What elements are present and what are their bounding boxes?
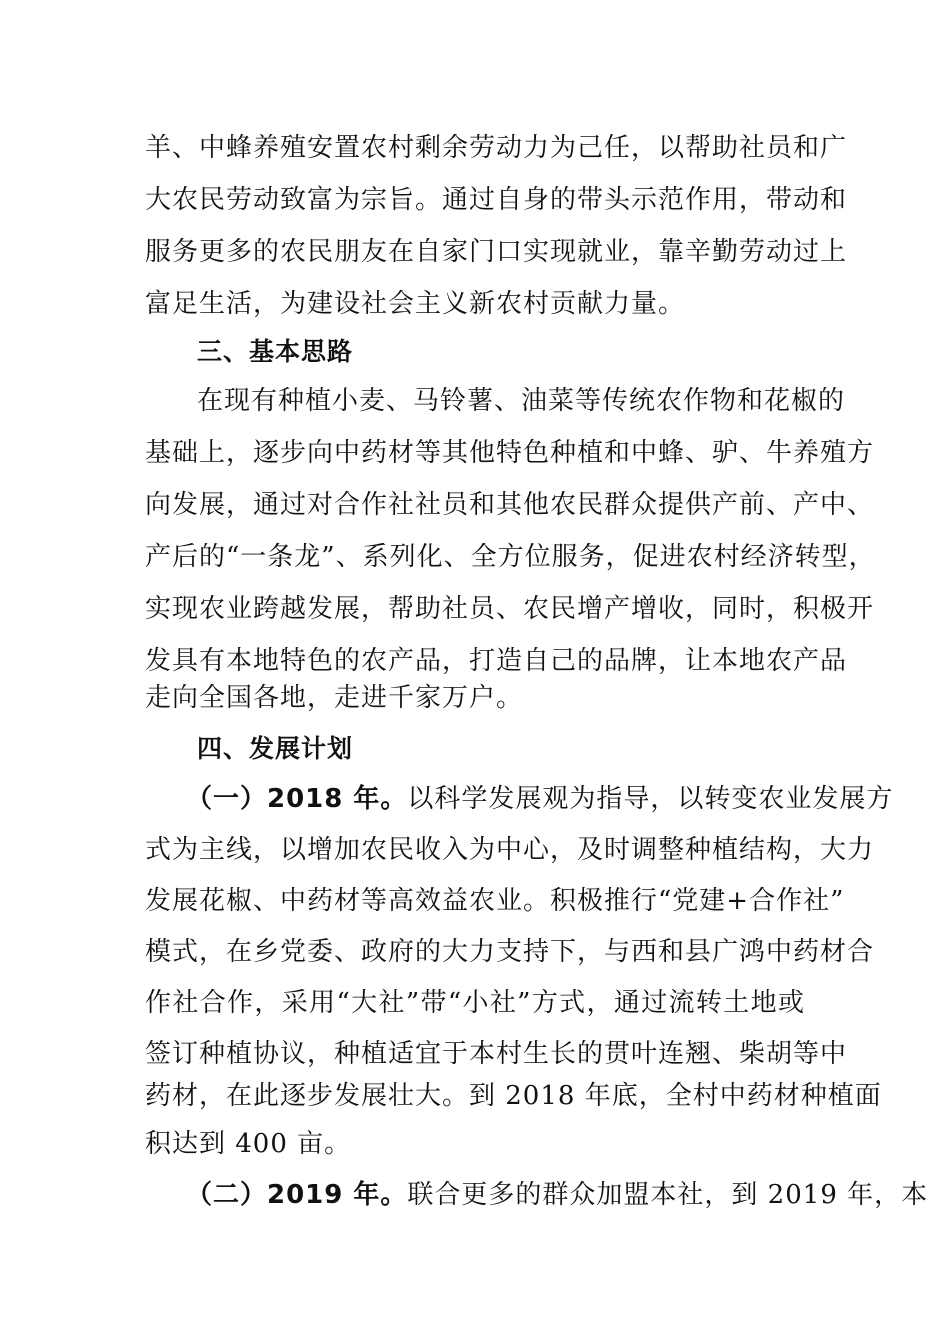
- body-text-line: 式为主线，以增加农民收入为中心，及时调整种植结构，大力: [145, 835, 875, 865]
- item-lead: （二）2019 年。: [186, 1180, 408, 1210]
- item-text: 以科学发展观为指导，以转变农业发展方: [407, 784, 894, 814]
- section-heading: 四、发展计划: [197, 734, 354, 763]
- body-text-line: 基础上，逐步向中药材等其他特色种植和中蜂、驴、牛养殖方: [145, 438, 875, 468]
- item-first-line: [186, 1177, 929, 1213]
- body-text-line: 药材，在此逐步发展壮大。到 2018 年底，全村中药材种植面: [145, 1081, 882, 1111]
- body-text-line: 产后的“一条龙”、系列化、全方位服务，促进农村经济转型，: [145, 542, 876, 572]
- body-text-line: 积达到 400 亩。: [145, 1129, 352, 1159]
- body-text-line: 签订种植协议，种植适宜于本村生长的贯叶连翘、柴胡等中: [145, 1039, 848, 1069]
- body-text-line: 大农民劳动致富为宗旨。通过自身的带头示范作用，带动和: [145, 185, 848, 215]
- body-text-line: 模式，在乡党委、政府的大力支持下，与西和县广鸿中药材合: [145, 937, 875, 967]
- body-text-line: 富足生活，为建设社会主义新农村贡献力量。: [145, 289, 686, 319]
- body-text-line: 服务更多的农民朋友在自家门口实现就业，靠辛勤劳动过上: [145, 237, 848, 267]
- body-text-line: 羊、中蜂养殖安置农村剩余劳动力为己任，以帮助社员和广: [145, 133, 848, 163]
- section-heading: 三、基本思路: [197, 337, 354, 366]
- body-text-line: 在现有种植小麦、马铃薯、油菜等传统农作物和花椒的: [197, 386, 846, 416]
- item-first-line: [186, 781, 894, 817]
- body-text-line: 实现农业跨越发展，帮助社员、农民增产增收，同时，积极开: [145, 594, 875, 624]
- body-text-line: 作社合作，采用“大社”带“小社”方式，通过流转土地或: [145, 988, 805, 1018]
- body-text-line: 向发展，通过对合作社社员和其他农民群众提供产前、产中、: [145, 490, 875, 520]
- item-text: 联合更多的群众加盟本社，到 2019 年，本: [407, 1180, 929, 1210]
- body-text-line: 发具有本地特色的农产品，打造自己的品牌，让本地农产品: [145, 646, 848, 676]
- item-lead: （一）2018 年。: [186, 784, 408, 814]
- body-text-line: 走向全国各地，走进千家万户。: [145, 683, 524, 713]
- body-text-line: 发展花椒、中药材等高效益农业。积极推行“党建+合作社”: [145, 886, 845, 916]
